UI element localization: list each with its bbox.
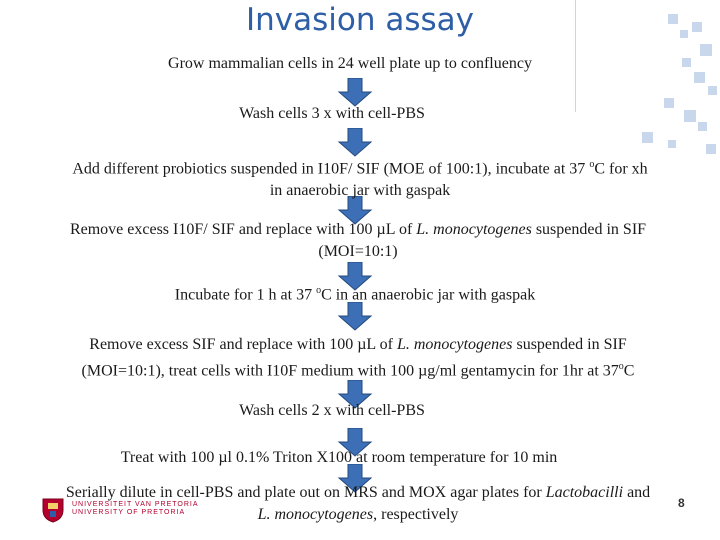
step-3-text: Add different probiotics suspended in I10F/ SIF (MOE of 100:1), incubate at 37 $^o$C for xh in anaerobic jar with gaspak — [72, 159, 648, 200]
step-4-text: Remove excess I10F/ SIF and replace with 100 µL of L. monocytogenes suspended in SIF (MOI=10:1) — [69, 221, 647, 260]
page-number: 8 — [678, 496, 685, 510]
step-8-text: Treat with 100 µl 0.1% Triton X100 at room temperature for 10 min — [120, 449, 558, 466]
step-2-text: Wash cells 3 x with cell-PBS — [239, 105, 425, 122]
university-crest-icon — [40, 497, 66, 523]
arrow-down-icon — [337, 302, 373, 332]
step-7-text: Wash cells 2 x with cell-PBS — [239, 402, 425, 419]
step-6-text: Remove excess SIF and replace with 100 µL of L. monocytogenes suspended in SIF (MOI=10:1), treat cells with I10F medium with 100 µg/ml gentamycin for 1hr at 37$^o$C — [81, 336, 635, 380]
step-5-text: Incubate for 1 h at 37 $^o$C in an anaerobic jar with gaspak — [174, 285, 536, 304]
page-title: Invasion assay — [245, 2, 474, 38]
step-9-text: Serially dilute in cell-PBS and plate out on MRS and MOX agar plates for Lactobacilli and L. monocytogenes, respectively — [65, 484, 651, 523]
university-name: UNIVERSITEIT VAN PRETORIA UNIVERSITY OF PRETORIA — [72, 501, 199, 516]
step-1-text: Grow mammalian cells in 24 well plate up to confluency — [168, 55, 532, 72]
